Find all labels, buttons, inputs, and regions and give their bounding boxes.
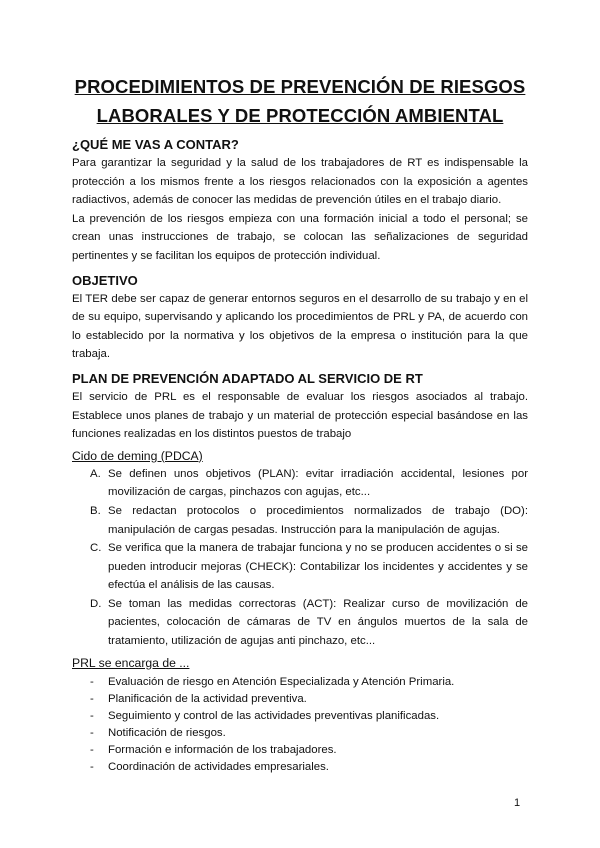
list-item: - Coordinación de actividades empresariales.	[90, 760, 329, 773]
paragraph: La prevención de los riesgos empieza con una formación inicial a todo el personal; se crean unas instrucciones de trabajo, se colocan las señalizaciones de seguridad pertinentes y se facilitan los equipos de protección individual.	[72, 212, 528, 262]
list-item-text: Se definen unos objetivos (PLAN): evitar irradiación accidental, lesiones por movilización de cargas, pinchazos con agujas, etc...	[108, 467, 528, 499]
list-item: - Evaluación de riesgo en Atención Especializada y Atención Primaria.	[90, 675, 455, 688]
list-item: - Formación e información de los trabajadores.	[90, 743, 337, 756]
list-marker: A.	[90, 467, 101, 480]
document-page	[72, 72, 528, 776]
cycle-list	[72, 465, 528, 651]
list-item: - Planificación de la actividad preventiva.	[90, 692, 307, 705]
list-item	[72, 595, 528, 651]
list-item-text: Se redactan protocolos o procedimientos normalizados de trabajo (DO): manipulación de cargas pesadas. Instrucción para la manipulación de agujas.	[108, 504, 528, 536]
list-item: - Seguimiento y control de las actividades preventivas planificadas.	[90, 709, 440, 722]
list-item-text: Seguimiento y control de las actividades preventivas planificadas.	[108, 709, 440, 722]
list-item-text: Evaluación de riesgo en Atención Especializada y Atención Primaria.	[108, 675, 455, 688]
page-number: 1	[514, 797, 521, 809]
list-item-text: Planificación de la actividad preventiva.	[108, 692, 307, 705]
list-item-text: Se toman las medidas correctoras (ACT): Realizar curso de movilización de pacientes, colocación de cámaras de TV en ángulos muertos de la sala de tratamiento, utilización de agujas anti pinchazo, etc...	[108, 597, 528, 648]
subheading-prl: PRL se encarga de ...	[72, 655, 190, 670]
list-item	[72, 539, 528, 595]
section-heading-plan: PLAN DE PREVENCIÓN ADAPTADO AL SERVICIO DE RT	[72, 370, 423, 386]
list-marker: D.	[90, 597, 102, 610]
list-item	[72, 502, 528, 539]
list-item: - Notificación de riesgos.	[90, 726, 226, 739]
paragraph: El TER debe ser capaz de generar entornos seguros en el desarrollo de su trabajo y en el de su equipo, supervisando y aplicando los procedimientos de PRL y PA, de acuerdo con lo establecido por la normativa y los objetivos de la empresa o institución para la que trabaja.	[72, 292, 528, 361]
list-item	[72, 465, 528, 502]
section-heading-objetivo: OBJETIVO	[72, 272, 138, 288]
list-item-text: Se verifica que la manera de trabajar funciona y no se producen accidentes o si se pueden introducir mejoras (CHECK): Contabilizar los incidentes y accidentes y se efectúa el análisis de las causas.	[108, 542, 528, 592]
prl-list	[72, 674, 528, 776]
subheading-cycle: Cido de deming (PDCA)	[72, 448, 203, 463]
list-item-text: Coordinación de actividades empresariales.	[108, 760, 329, 773]
paragraph: Para garantizar la seguridad y la salud de los trabajadores de RT es indispensable la protección a los mismos frente a los riesgos relacionados con la exposición a agentes radiactivos, además de conocer las medidas de prevención útiles en el trabajo diario.	[72, 157, 528, 207]
list-marker: B.	[90, 504, 101, 517]
section-heading-intro: ¿QUÉ ME VAS A CONTAR?	[72, 137, 239, 152]
paragraph: El servicio de PRL es el responsable de evaluar los riesgos asociados al trabajo. Establece unos planes de trabajo y un material de protección especial basándose en las funciones realizadas en los distintos puestos de trabajo	[72, 390, 528, 441]
page-title: PROCEDIMIENTOS DE PREVENCIÓN DE RIESGOS LABORALES Y DE PROTECCIÓN AMBIENTAL	[74, 76, 526, 126]
list-marker: C.	[90, 542, 102, 555]
list-item-text: Formación e información de los trabajadores.	[108, 743, 337, 756]
list-item-text: Notificación de riesgos.	[108, 726, 226, 739]
